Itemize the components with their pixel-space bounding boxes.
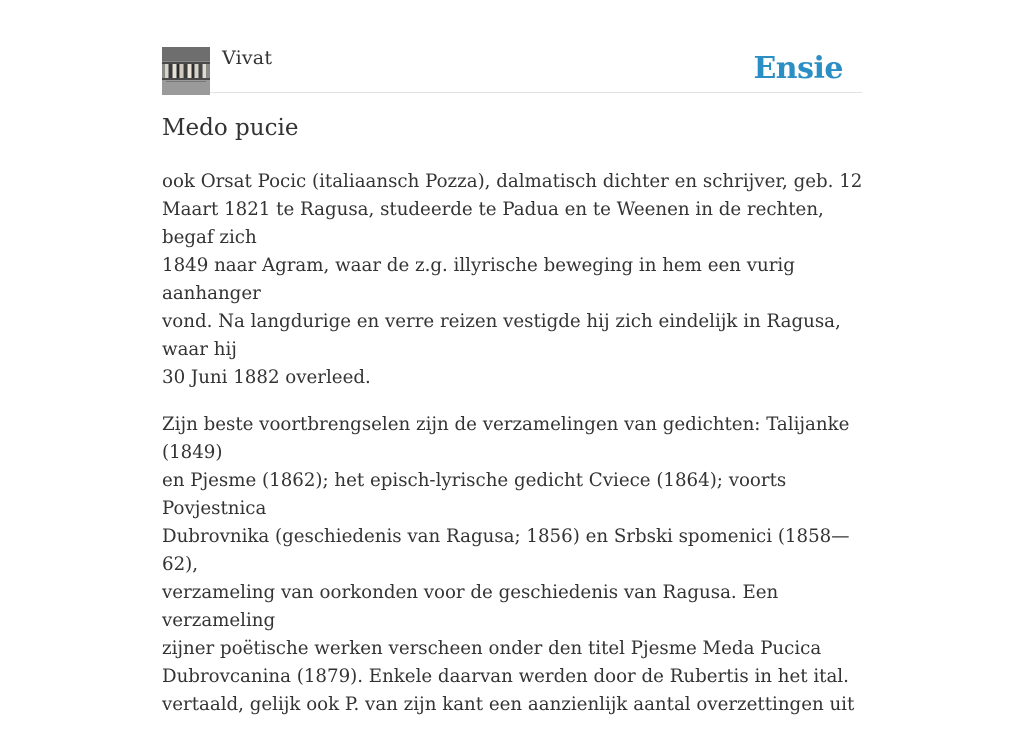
paragraph: ook Orsat Pocic (italiaansch Pozza), dalmatisch dichter en schrijver, geb. 12 Maart 1821 te Ragusa, studeerde te Padua en te Weenen in de rechten, begaf zich 1849 naar Agram, waar de z.g. illyrische beweging in hem een vurig aanhanger vond. Na langdurige en verre reizen vestigde hij zich eindelijk in Ragusa, waar hij 30 Juni 1882 overleed. bbox=[162, 171, 863, 388]
entry-body bbox=[162, 168, 872, 738]
bookshelf-avatar-icon bbox=[162, 47, 210, 95]
brand-logo[interactable]: Ensie bbox=[753, 51, 843, 86]
entry-title: Medo pucie bbox=[162, 115, 299, 141]
paragraph: Zijn beste voortbrengselen zijn de verzamelingen van gedichten: Talijanke (1849) en Pjesme (1862); het episch-lyrische gedicht Cviece (1864); voorts Povjestnica Dubrovnika (geschiedenis van Ragusa; 1856) en Srbski spomenici (1858—62), verzameling van oorkonden voor de geschiedenis van Ragusa. Een verzameling zijner poëtische werken verscheen onder den titel Pjesme Meda Pucica Dubrovcanina (1879). Enkele daarvan werden door de Rubertis in het ital. vertaald, gelijk ook P. van zijn kant een aanzienlijk aantal overzettingen uit bbox=[162, 414, 855, 715]
page-header bbox=[162, 46, 862, 93]
author-avatar[interactable] bbox=[162, 47, 210, 95]
author-name[interactable]: Vivat bbox=[222, 47, 273, 69]
